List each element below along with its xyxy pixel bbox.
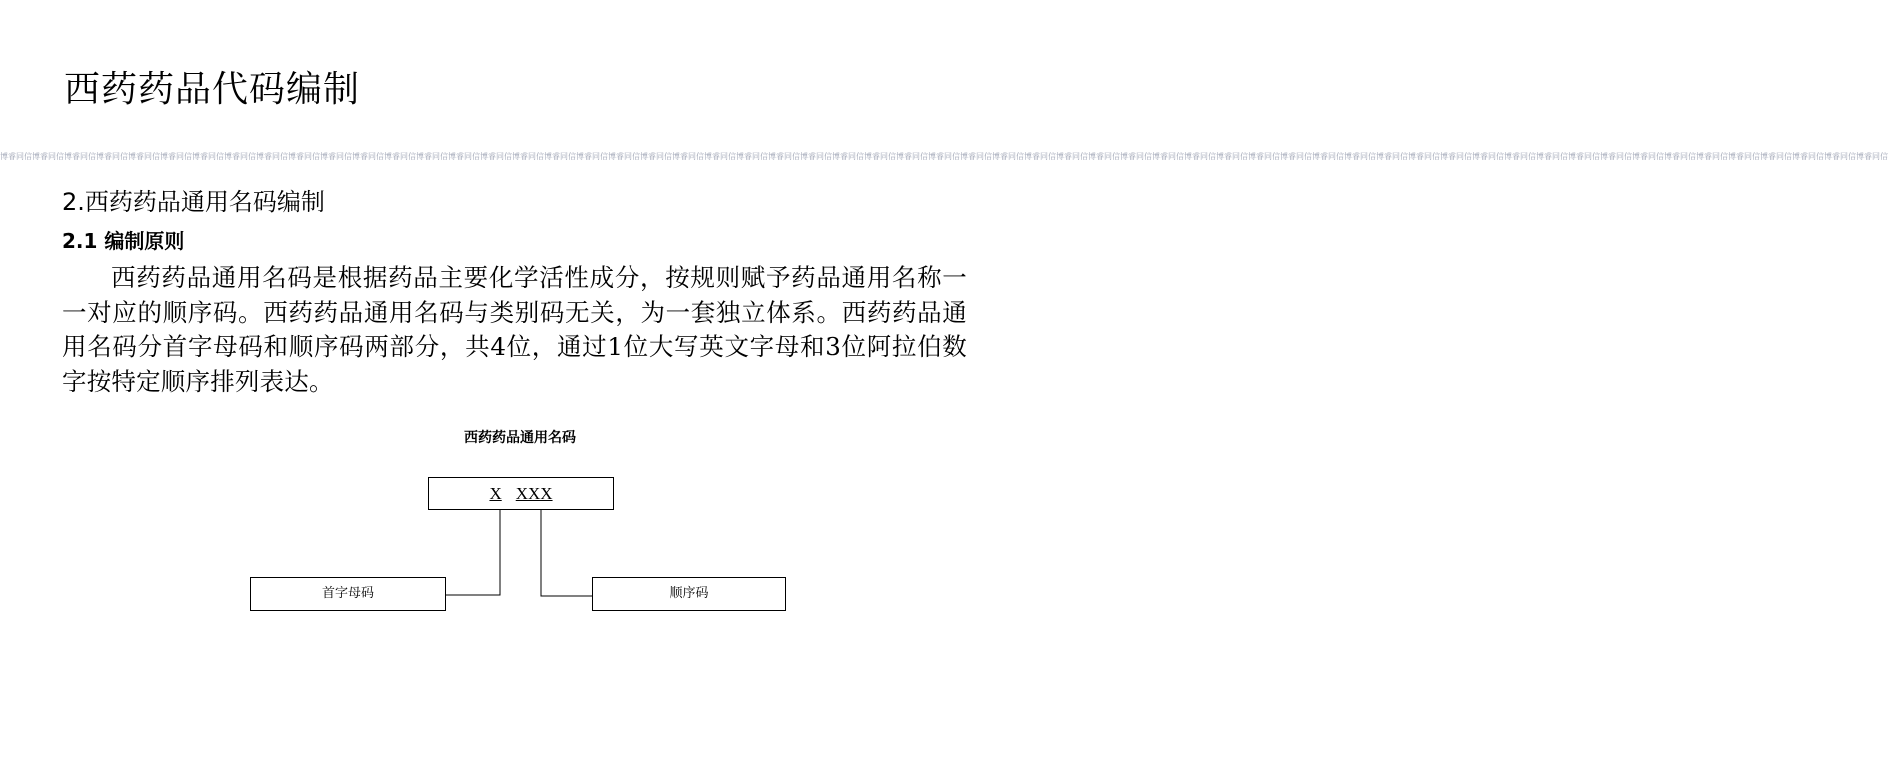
slide-title: 西药药品代码编制 xyxy=(64,69,361,110)
sub-heading: 2.1 编制原则 xyxy=(62,229,185,253)
sequence-code-box: 顺序码 xyxy=(592,577,786,611)
code-digits: XXX xyxy=(515,484,553,503)
watermark-strip: 博睿同信博睿同信博睿同信博睿同信博睿同信博睿同信博睿同信博睿同信博睿同信博睿同信博睿同信博睿同信博睿同信博睿同信博睿同信博睿同信博睿同信博睿同信博睿同信博睿同信博睿同信博睿同信博睿同信博睿同信博睿同信博睿同信博睿同信博睿同信博睿同信博睿同信博睿同信博睿同信博睿同信博睿同信博睿同信博睿同信博睿同信博睿同信博睿同信博睿同信博睿同信博睿同信博睿同信博睿同信博睿同信博睿同信博睿同信博睿同信博睿同信博睿同信博睿同信博睿同信博睿同信博睿同信博睿同信博睿同信博睿同信博睿同信博睿同信 xyxy=(0,152,1888,161)
body-paragraph: 西药药品通用名码是根据药品主要化学活性成分，按规则赋予药品通用名称一一对应的顺序码。西药药品通用名码与类别码无关，为一套独立体系。西药药品通用名码分首字母码和顺序码两部分，共4位，通过1位大写英文字母和3位阿拉伯数字按特定顺序排列表达。 xyxy=(62,263,967,396)
code-format-box xyxy=(428,477,614,510)
code-letter: X xyxy=(489,484,502,503)
initial-letter-code-box: 首字母码 xyxy=(250,577,446,611)
diagram-title: 西药药品通用名码 xyxy=(464,430,576,446)
section-heading: 2.西药药品通用名码编制 xyxy=(62,188,325,216)
connector-sequence xyxy=(541,510,592,596)
connector-initial xyxy=(446,510,500,595)
